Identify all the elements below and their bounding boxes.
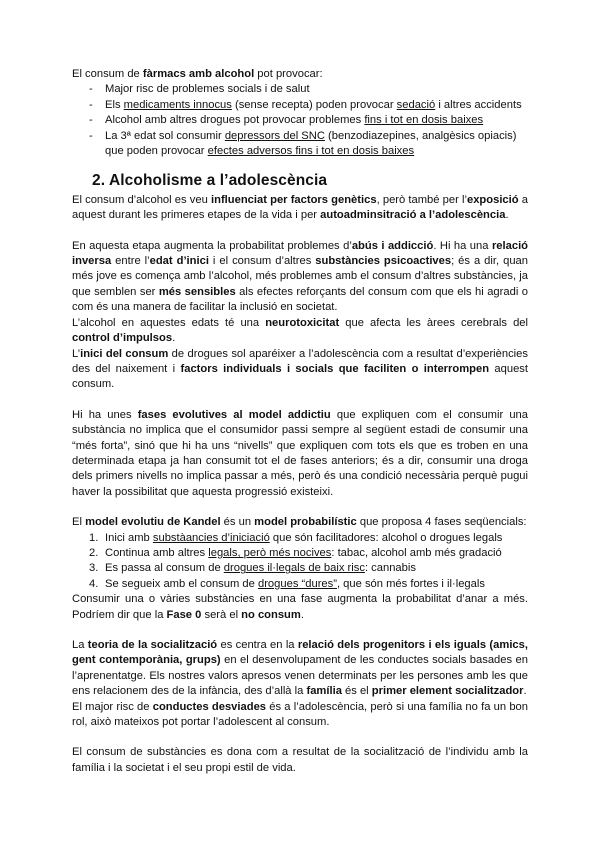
list-item: 1. Inici amb substàancies d’iniciació que són facilitadores: alcohol o drogues legals bbox=[89, 531, 503, 544]
abuse-paragraph: En aquesta etapa augmenta la probabilitat problemes d’abús i addicció. Hi ha una relació inversa entre l’edat d’inici i el consum d’altres substàncies psicoactives; és a dir, quan més jove es comença amb l’alcohol, més problemes amb el consum d’altres substàncies, ja que semblen ser més sensibles als efectes reforçants del consum com que els hi agradi o com és una manera de facilitar la inclusió en societat. bbox=[72, 239, 529, 314]
closing-paragraph: El consum de substàncies es dona com a resultat de la socialització de l’individu amb la família i la societat i el seu propi estil de vida. bbox=[72, 746, 528, 774]
list-item: - Els medicaments innocus (sense recepta) poden provocar sedació i altres accidents bbox=[89, 98, 522, 111]
genetics-paragraph: El consum d’alcohol es veu influenciat per factors genètics, però també per l’exposició a aquest durant les primeres etapes de la vida i per autoadminsitració a l’adolescència. bbox=[72, 193, 528, 222]
document-body bbox=[72, 67, 528, 776]
section-heading: 2. Alcoholisme a l’adolescència bbox=[92, 172, 328, 190]
list-item: 4. Se segueix amb el consum de drogues “dures”, que són més fortes i il·legals bbox=[89, 577, 485, 590]
list-item: 3. Es passa al consum de drogues il·legals de baix risc: cannabis bbox=[89, 562, 416, 575]
risks-list bbox=[72, 82, 528, 159]
phases-paragraph: Hi ha unes fases evolutives al model addictiu que expliquen com el consumir una substància no implica que el consumidor passi sempre al següent estadi de consumir una “més forta”, sinó que hi ha uns “nivells” que expliquen com tots els que es troben en una determinada etapa ja han consumit tot el de fases anteriors; és a dir, consumir una droga dels primers nivells no implica passar a més, però és una condició necessària perquè pugui haver la possibilitat que aquesta progressió existeixi. bbox=[72, 408, 529, 498]
neurotoxicity-paragraph: L’alcohol en aquestes edats té una neurotoxicitat que afecta les àrees cerebrals del control d’impulsos. bbox=[72, 316, 528, 345]
bold-phrase: fàrmacs amb alcohol bbox=[142, 68, 255, 80]
kandel-intro: El model evolutiu de Kandel és un model probabilístic que proposa 4 fases seqüencials: bbox=[72, 516, 527, 529]
list-item: - Major risc de problemes socials i de salut bbox=[89, 83, 310, 96]
kandel-steps bbox=[72, 531, 528, 593]
deviant-paragraph: El major risc de conductes desviades és a l’adolescència, però si una família no fa un bon rol, això mateixos pot portar l’adolescent al consum. bbox=[72, 700, 528, 729]
list-item: - Alcohol amb altres drogues pot provocar problemes fins i tot en dosis baixes bbox=[89, 114, 484, 127]
list-item: - La 3ª edat sol consumir depressors del SNC (benzodiazepines, analgèsics opiacis) que poden provocar efectes adversos fins i tot en dosis baixes bbox=[89, 129, 517, 158]
phase-zero-paragraph: Consumir una o vàries substàncies en una fase augmenta la probabilitat d’anar a més. Podríem dir que la Fase 0 serà el no consum. bbox=[72, 593, 528, 621]
list-item: 2. Continua amb altres legals, però més nocives: tabac, alcohol amb més gradació bbox=[89, 546, 502, 559]
onset-paragraph: L’inici del consum de drogues sol aparéixer a l’adolescència com a resultat d’experiències des del naixement i factors individuals i socials que faciliten o interrompen aquest consum. bbox=[72, 347, 528, 391]
socialization-paragraph: La teoria de la socialització es centra en la relació dels progenitors i els iguals (amics, gent contemporània, grups) en el desenvolupament de les conductes socials basades en l’aprenentatge. Els nostres valors apresos venen determinats per les persones amb les que ens relacionem des de la infància, des d’allà la família és el primer element socialitzador. bbox=[72, 639, 528, 698]
intro-paragraph: El consum de fàrmacs amb alcohol pot provocar: bbox=[72, 68, 323, 80]
